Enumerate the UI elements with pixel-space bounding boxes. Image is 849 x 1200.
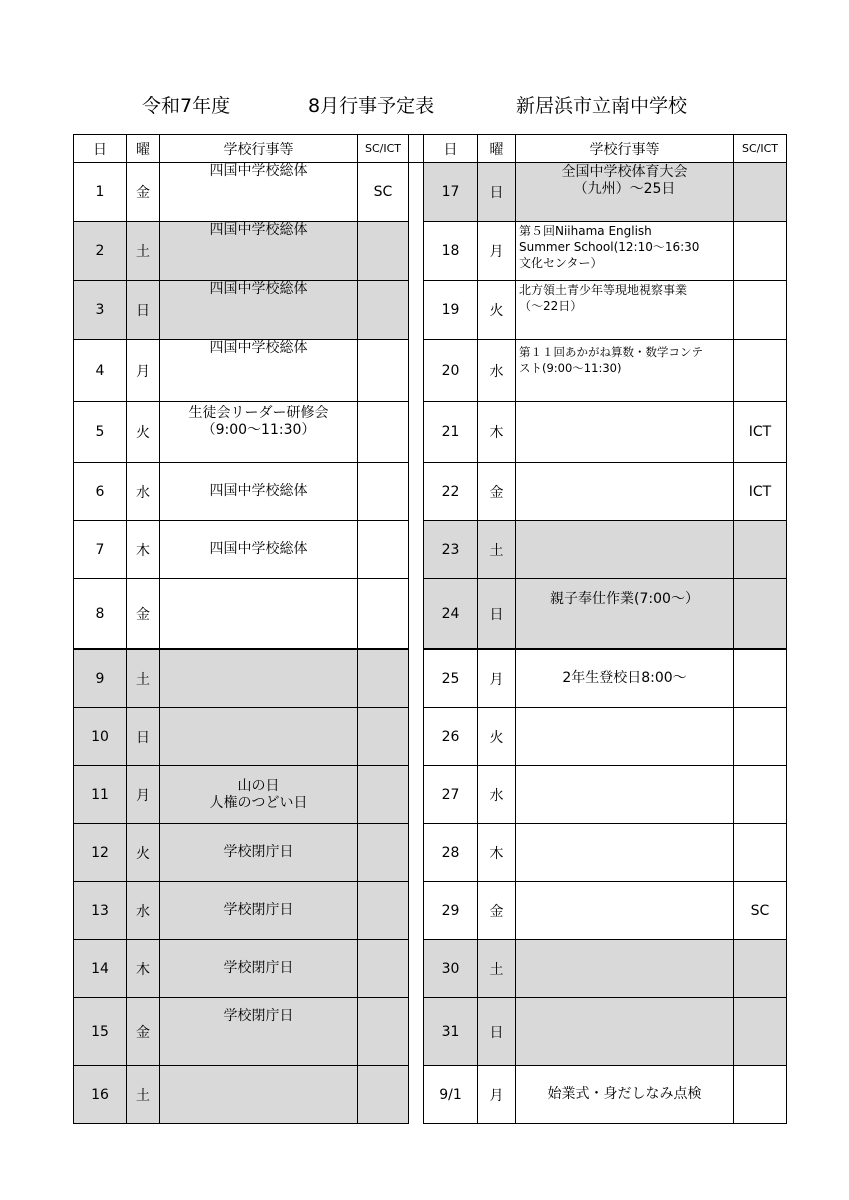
event-cell <box>160 649 358 708</box>
column-gap <box>409 402 424 463</box>
sc-ict-cell <box>734 766 787 824</box>
event-line: 山の日 <box>237 777 280 794</box>
sc-ict-cell <box>358 766 409 824</box>
table-row <box>74 163 787 222</box>
sc-ict-cell <box>358 882 409 940</box>
day-cell: 6 <box>74 463 127 521</box>
weekday-cell: 月 <box>127 766 160 824</box>
event-line: 生徒会リーダー研修会 <box>188 405 329 421</box>
header-events: 学校行事等 <box>516 135 734 163</box>
sc-ict-cell <box>358 824 409 882</box>
weekday-cell: 土 <box>478 940 516 998</box>
table-row <box>74 281 787 340</box>
weekday-cell: 水 <box>127 882 160 940</box>
weekday-cell: 土 <box>127 222 160 281</box>
sc-ict-cell <box>734 521 787 579</box>
header-row <box>74 135 787 163</box>
table-row <box>74 882 787 940</box>
header-day: 日 <box>74 135 127 163</box>
event-cell: 始業式・身だしなみ点検 <box>516 1066 734 1124</box>
day-cell: 4 <box>74 340 127 402</box>
day-cell: 1 <box>74 163 127 222</box>
day-cell: 5 <box>74 402 127 463</box>
event-cell <box>516 463 734 521</box>
title-year: 令和7年度 <box>142 95 231 117</box>
table-row <box>74 340 787 402</box>
table-row <box>74 824 787 882</box>
header-weekday: 曜 <box>478 135 516 163</box>
event-cell: 親子奉仕作業(7:00～） <box>516 579 734 650</box>
column-gap <box>409 766 424 824</box>
table-row <box>74 463 787 521</box>
event-cell: 学校閉庁日 <box>160 882 358 940</box>
weekday-cell: 木 <box>478 824 516 882</box>
table-row <box>74 998 787 1066</box>
event-line: Summer School(12:10～16:30 <box>519 240 700 254</box>
sc-ict-cell <box>734 940 787 998</box>
column-gap <box>409 222 424 281</box>
event-line: （9:00～11:30） <box>201 422 316 438</box>
sc-ict-cell <box>734 281 787 340</box>
sc-ict-cell <box>358 521 409 579</box>
header-sc-ict: SC/ICT <box>358 135 409 163</box>
weekday-cell: 水 <box>478 766 516 824</box>
event-line: 人権のつどい日 <box>209 794 308 811</box>
event-cell <box>516 163 734 222</box>
table-row <box>74 579 787 650</box>
sc-ict-cell <box>358 340 409 402</box>
event-cell: 学校閉庁日 <box>160 998 358 1066</box>
sc-ict-cell <box>734 649 787 708</box>
table-row <box>74 940 787 998</box>
event-cell: 2年生登校日8:00～ <box>516 649 734 708</box>
header-sc-ict: SC/ICT <box>734 135 787 163</box>
event-cell <box>160 766 358 824</box>
sc-ict-cell <box>358 579 409 650</box>
weekday-cell: 土 <box>478 521 516 579</box>
day-cell: 10 <box>74 708 127 766</box>
weekday-cell: 火 <box>127 402 160 463</box>
table-row <box>74 649 787 708</box>
sc-ict-cell: SC <box>734 882 787 940</box>
title-school: 新居浜市立南中学校 <box>516 95 688 117</box>
column-gap <box>409 649 424 708</box>
event-cell: 四国中学校総体 <box>160 222 358 281</box>
day-cell: 2 <box>74 222 127 281</box>
day-cell: 27 <box>424 766 478 824</box>
event-cell <box>516 402 734 463</box>
sc-ict-cell <box>358 998 409 1066</box>
weekday-cell: 金 <box>127 163 160 222</box>
weekday-cell: 日 <box>478 579 516 650</box>
day-cell: 28 <box>424 824 478 882</box>
column-gap <box>409 340 424 402</box>
table-row <box>74 1066 787 1124</box>
sc-ict-cell <box>358 708 409 766</box>
event-cell: 学校閉庁日 <box>160 940 358 998</box>
weekday-cell: 木 <box>127 940 160 998</box>
day-cell: 24 <box>424 579 478 650</box>
sc-ict-cell: ICT <box>734 463 787 521</box>
table-row <box>74 521 787 579</box>
weekday-cell: 金 <box>478 882 516 940</box>
day-cell: 7 <box>74 521 127 579</box>
table-row <box>74 222 787 281</box>
event-line: 北方領土青少年等現地視察事業 <box>519 283 688 297</box>
event-cell <box>516 998 734 1066</box>
column-gap <box>409 1066 424 1124</box>
title-month: 8月行事予定表 <box>308 95 435 117</box>
weekday-cell: 土 <box>127 1066 160 1124</box>
day-cell: 15 <box>74 998 127 1066</box>
weekday-cell: 水 <box>127 463 160 521</box>
column-gap <box>409 998 424 1066</box>
weekday-cell: 日 <box>127 281 160 340</box>
weekday-cell: 日 <box>127 708 160 766</box>
day-cell: 25 <box>424 649 478 708</box>
day-cell: 29 <box>424 882 478 940</box>
event-line: 第５回Niihama English <box>519 224 652 238</box>
event-cell <box>160 708 358 766</box>
header-weekday: 曜 <box>127 135 160 163</box>
day-cell: 3 <box>74 281 127 340</box>
event-cell <box>160 1066 358 1124</box>
sc-ict-cell <box>358 402 409 463</box>
event-line: 全国中学校体育大会 <box>561 164 688 180</box>
sc-ict-cell <box>358 281 409 340</box>
column-gap <box>409 824 424 882</box>
weekday-cell: 金 <box>127 579 160 650</box>
event-cell: 四国中学校総体 <box>160 340 358 402</box>
event-cell <box>516 882 734 940</box>
weekday-cell: 月 <box>478 222 516 281</box>
header-events: 学校行事等 <box>160 135 358 163</box>
weekday-cell: 金 <box>127 998 160 1066</box>
weekday-cell: 火 <box>478 708 516 766</box>
day-cell: 9/1 <box>424 1066 478 1124</box>
column-gap <box>409 521 424 579</box>
day-cell: 19 <box>424 281 478 340</box>
event-line: 第１１回あかがね算数・数学コンテ <box>519 345 703 359</box>
column-gap <box>409 882 424 940</box>
weekday-cell: 日 <box>478 163 516 222</box>
table-row <box>74 766 787 824</box>
column-gap <box>409 579 424 650</box>
day-cell: 11 <box>74 766 127 824</box>
table-row <box>74 402 787 463</box>
weekday-cell: 月 <box>478 1066 516 1124</box>
column-gap <box>409 281 424 340</box>
weekday-cell: 月 <box>478 649 516 708</box>
sc-ict-cell <box>734 824 787 882</box>
day-cell: 30 <box>424 940 478 998</box>
event-cell: 四国中学校総体 <box>160 281 358 340</box>
sc-ict-cell: ICT <box>734 402 787 463</box>
event-cell <box>516 340 734 402</box>
event-cell <box>516 940 734 998</box>
weekday-cell: 火 <box>478 281 516 340</box>
day-cell: 9 <box>74 649 127 708</box>
column-gap <box>409 463 424 521</box>
event-line: スト(9:00～11:30) <box>519 361 622 375</box>
weekday-cell: 月 <box>127 340 160 402</box>
weekday-cell: 日 <box>478 998 516 1066</box>
event-cell <box>516 824 734 882</box>
sc-ict-cell <box>358 1066 409 1124</box>
event-cell <box>516 281 734 340</box>
day-cell: 18 <box>424 222 478 281</box>
sc-ict-cell <box>734 998 787 1066</box>
day-cell: 23 <box>424 521 478 579</box>
weekday-cell: 土 <box>127 649 160 708</box>
sc-ict-cell <box>734 340 787 402</box>
weekday-cell: 火 <box>127 824 160 882</box>
day-cell: 13 <box>74 882 127 940</box>
event-cell: 四国中学校総体 <box>160 163 358 222</box>
sc-ict-cell: SC <box>358 163 409 222</box>
header-day: 日 <box>424 135 478 163</box>
sc-ict-cell <box>358 649 409 708</box>
day-cell: 12 <box>74 824 127 882</box>
day-cell: 16 <box>74 1066 127 1124</box>
event-cell: 四国中学校総体 <box>160 521 358 579</box>
event-line: （九州）～25日 <box>573 181 676 197</box>
column-gap <box>409 135 424 163</box>
schedule-table <box>73 134 787 1124</box>
weekday-cell: 金 <box>478 463 516 521</box>
table-row <box>74 708 787 766</box>
event-cell <box>160 579 358 650</box>
event-cell <box>516 222 734 281</box>
day-cell: 26 <box>424 708 478 766</box>
sc-ict-cell <box>734 1066 787 1124</box>
day-cell: 21 <box>424 402 478 463</box>
event-cell <box>516 708 734 766</box>
sc-ict-cell <box>734 579 787 650</box>
sc-ict-cell <box>734 222 787 281</box>
event-line: （～22日） <box>519 299 583 313</box>
day-cell: 31 <box>424 998 478 1066</box>
day-cell: 17 <box>424 163 478 222</box>
event-cell <box>160 402 358 463</box>
sc-ict-cell <box>358 222 409 281</box>
sc-ict-cell <box>734 708 787 766</box>
event-cell: 四国中学校総体 <box>160 463 358 521</box>
sc-ict-cell <box>358 940 409 998</box>
weekday-cell: 木 <box>478 402 516 463</box>
sc-ict-cell <box>734 163 787 222</box>
column-gap <box>409 163 424 222</box>
column-gap <box>409 940 424 998</box>
day-cell: 14 <box>74 940 127 998</box>
day-cell: 22 <box>424 463 478 521</box>
event-line: 文化センター） <box>519 256 603 270</box>
weekday-cell: 木 <box>127 521 160 579</box>
event-cell <box>516 521 734 579</box>
event-cell <box>516 766 734 824</box>
sc-ict-cell <box>358 463 409 521</box>
event-cell: 学校閉庁日 <box>160 824 358 882</box>
weekday-cell: 水 <box>478 340 516 402</box>
day-cell: 8 <box>74 579 127 650</box>
column-gap <box>409 708 424 766</box>
day-cell: 20 <box>424 340 478 402</box>
